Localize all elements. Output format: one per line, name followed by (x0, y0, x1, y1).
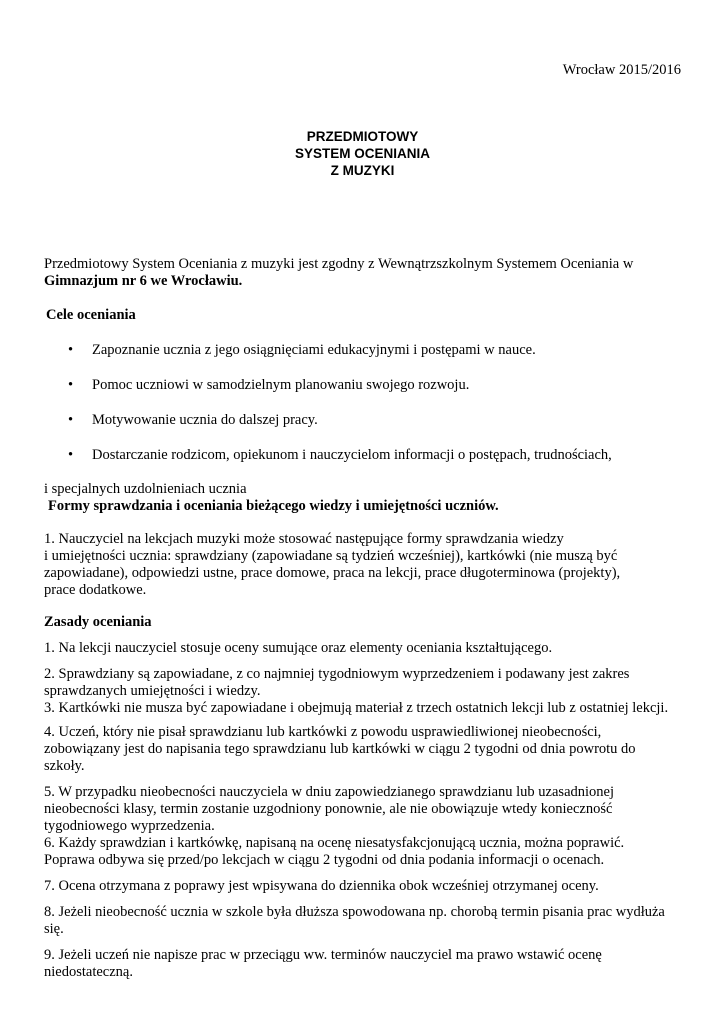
rule-1: 1. Na lekcji nauczyciel stosuje oceny sumujące oraz elementy oceniania kształtującego. (44, 640, 553, 656)
intro-school-name: Gimnazjum nr 6 we Wrocławiu. (44, 273, 243, 289)
rule-9-line-1: 9. Jeżeli uczeń nie napisze prac w przeciągu ww. terminów nauczyciel ma prawo wstawić ocenę (44, 947, 602, 963)
rule-6-line-1: 6. Każdy sprawdzian i kartkówkę, napisaną na ocenę niesatysfakcjonującą ucznia, można poprawić. (44, 835, 625, 851)
title-line-1: PRZEDMIOTOWY (306, 129, 419, 144)
rules-heading: Zasady oceniania (44, 614, 152, 630)
forms-line-2: i umiejętności ucznia: sprawdziany (zapowiadane są tydzień wcześniej), kartkówki (nie muszą być (44, 548, 618, 564)
rule-4-line-2: zobowiązany jest do napisania tego sprawdzianu lub kartkówki w ciągu 2 tygodni od dnia powrotu do (44, 741, 636, 757)
goals-item-text: Zapoznanie ucznia z jego osiągnięciami edukacyjnymi i postępami w nauce. (92, 342, 536, 358)
goals-item-text: Motywowanie ucznia do dalszej pracy. (92, 412, 318, 428)
rule-2-line-2: sprawdzanych umiejętności i wiedzy. (44, 683, 261, 699)
rule-6-line-2: Poprawa odbywa się przed/po lekcjach w ciągu 2 tygodni od dnia podania informacji o ocenach. (44, 852, 605, 868)
goals-item-text: Dostarczanie rodzicom, opiekunom i nauczycielom informacji o postępach, trudnościach, (92, 447, 612, 463)
rule-4-line-1: 4. Uczeń, który nie pisał sprawdzianu lub kartkówki z powodu usprawiedliwionej nieobecności, (44, 724, 602, 740)
rule-2-line-1: 2. Sprawdziany są zapowiadane, z co najmniej tygodniowym wyprzedzeniem i podawany jest zakres (44, 666, 630, 682)
rule-5-line-3: tygodniowego wyprzedzenia. (44, 818, 215, 834)
rule-8-line-2: się. (44, 921, 64, 937)
forms-heading: Formy sprawdzania i oceniania bieżącego wiedzy i umiejętności uczniów. (48, 498, 499, 514)
rule-9-line-2: niedostateczną. (44, 964, 133, 980)
document-title (0, 128, 725, 179)
title-line-3: Z MUZYKI (330, 163, 395, 178)
forms-line-3: zapowiadane), odpowiedzi ustne, prace domowe, praca na lekcji, prace długoterminowa (projekty), (44, 565, 621, 581)
rule-5-line-2: nieobecności klasy, termin zostanie uzgodniony ponownie, ale nie obowiązuje wtedy konieczność (44, 801, 613, 817)
rule-7: 7. Ocena otrzymana z poprawy jest wpisywana do dziennika obok wcześniej otrzymanej oceny. (44, 878, 599, 894)
goals-heading: Cele oceniania (46, 307, 136, 323)
forms-line-4: prace dodatkowe. (44, 582, 147, 598)
rule-4-line-3: szkoły. (44, 758, 85, 774)
bullet-icon: • (68, 447, 74, 463)
intro-line-1: Przedmiotowy System Oceniania z muzyki jest zgodny z Wewnątrzszkolnym Systemem Oceniania w (44, 256, 634, 272)
document-date: Wrocław 2015/2016 (562, 62, 681, 78)
rule-8-line-1: 8. Jeżeli nieobecność ucznia w szkole była dłuższa spowodowana np. chorobą termin pisania prac wydłuża (44, 904, 665, 920)
title-line-2: SYSTEM OCENIANIA (294, 146, 430, 161)
forms-line-1: 1. Nauczyciel na lekcjach muzyki może stosować następujące formy sprawdzania wiedzy (44, 531, 564, 547)
bullet-icon: • (68, 412, 74, 428)
bullet-icon: • (68, 342, 74, 358)
rule-3: 3. Kartkówki nie musza być zapowiadane i obejmują materiał z trzech ostatnich lekcji lub z ostatniej lekcji. (44, 700, 669, 716)
goals-item-text: Pomoc uczniowi w samodzielnym planowaniu swojego rozwoju. (92, 377, 470, 393)
bullet-icon: • (68, 377, 74, 393)
rule-5-line-1: 5. W przypadku nieobecności nauczyciela w dniu zapowiedzianego sprawdzianu lub uzasadnionej (44, 784, 614, 800)
goals-continuation: i specjalnych uzdolnieniach ucznia (44, 481, 247, 497)
